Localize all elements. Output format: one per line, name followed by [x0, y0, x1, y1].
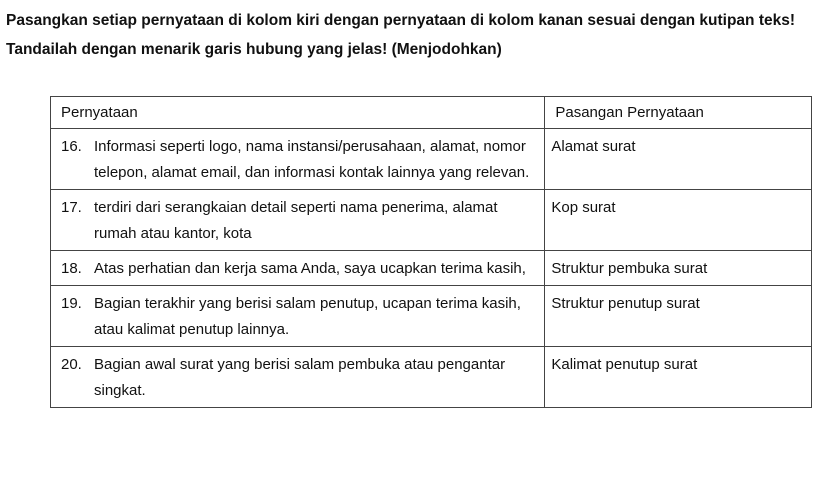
- table-row: [51, 129, 812, 190]
- statement-number: 20.: [61, 356, 82, 373]
- pair-text: Alamat surat: [551, 138, 636, 155]
- matching-table: [50, 96, 812, 408]
- table-row: [51, 190, 812, 251]
- pair-text: Kop surat: [551, 199, 616, 216]
- pair-text: Struktur pembuka surat: [551, 260, 708, 277]
- pair-cell: [545, 190, 812, 251]
- instruction-text: Pasangkan setiap pernyataan di kolom kiri dengan pernyataan di kolom kanan sesuai dengan kutipan teks! Tandailah dengan menarik garis hubung yang jelas! (Menjodohkan): [6, 12, 796, 58]
- statement-text: Bagian terakhir yang berisi salam penutup, ucapan terima kasih, atau kalimat penutup lainnya.: [94, 295, 521, 338]
- statement-cell: [51, 129, 545, 190]
- statement-cell: [51, 286, 545, 347]
- statement-number: 17.: [61, 199, 82, 216]
- pair-cell: [545, 129, 812, 190]
- statement-number: 19.: [61, 295, 82, 312]
- statement-text: terdiri dari serangkaian detail seperti nama penerima, alamat rumah atau kantor, kota: [94, 199, 498, 242]
- statement-text: Bagian awal surat yang berisi salam pembuka atau pengantar singkat.: [94, 356, 506, 399]
- statement-text: Atas perhatian dan kerja sama Anda, saya ucapkan terima kasih,: [94, 260, 526, 277]
- statement-text: Informasi seperti logo, nama instansi/perusahaan, alamat, nomor telepon, alamat email, dan informasi kontak lainnya yang relevan.: [94, 138, 530, 181]
- table-row: [51, 286, 812, 347]
- statement-cell: [51, 347, 545, 408]
- header-pair: Pasangan Pernyataan: [545, 97, 812, 129]
- pair-cell: [545, 347, 812, 408]
- statement-cell: [51, 190, 545, 251]
- statement-number: 16.: [61, 138, 82, 155]
- table-row: [51, 347, 812, 408]
- table-row: [51, 251, 812, 286]
- header-statement: Pernyataan: [51, 97, 545, 129]
- statement-number: 18.: [61, 260, 82, 277]
- statement-cell: [51, 251, 545, 286]
- pair-text: Struktur penutup surat: [551, 295, 700, 312]
- table-header-row: [51, 97, 812, 129]
- pair-cell: [545, 286, 812, 347]
- pair-cell: [545, 251, 812, 286]
- pair-text: Kalimat penutup surat: [551, 356, 698, 373]
